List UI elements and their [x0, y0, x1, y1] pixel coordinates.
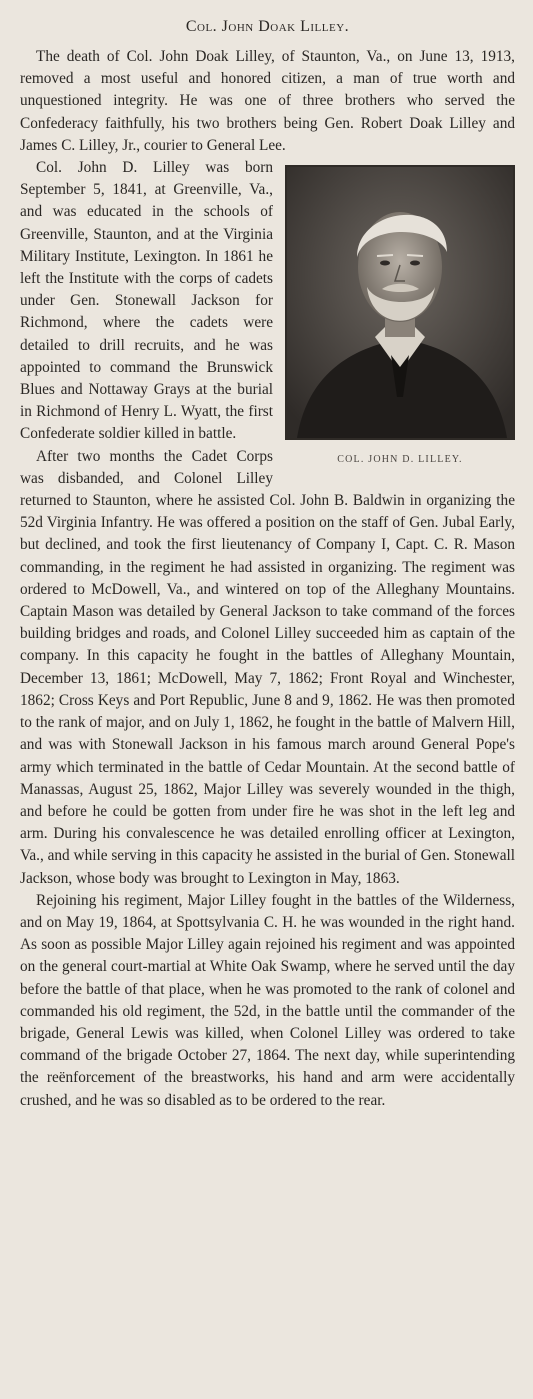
- paragraph-4: Rejoining his regiment, Major Lilley fought in the battles of the Wilderness, and on May 19, 1864, at Spottsylvania C. H. he was wounded in the right hand. As soon as possible Major Lilley again rejoined his regiment and was appointed on the general court-martial at White Oak Swamp, where he served until the day before the battle of that place, when he was promoted to the rank of colonel and commanded his old regiment, the 52d, in the battle until the commander of the brigade, General Lewis was killed, when Colonel Lilley was ordered to take command of the brigade October 27, 1864. The next day, while superintending the reënforcement of the breastworks, his hand and arm were accidentally crushed, and he was so disabled as to be ordered to the rear.: [20, 891, 515, 1109]
- paragraph-2: Col. John D. Lilley was born September 5, 1841, at Greenville, Va., and was educated in the schools of Greenville, Staunton, and at the Virginia Military Institute, Lexington. In 1861 he left the Institute with the corps of cadets under Gen. Stonewall Jackson for Richmond, where the cadets were detailed to drill recruits, and he was appointed to command the Brunswick Blues and Nottaway Grays at the burial in Richmond of Henry L. Wyatt, the first Confederate soldier killed in battle.: [20, 159, 273, 443]
- portrait-caption: COL. JOHN D. LILLEY.: [337, 454, 463, 466]
- portrait-figure: [285, 165, 515, 465]
- article-body: [20, 46, 515, 1112]
- paragraph-3: After two months the Cadet Corps was disbanded, and Colonel Lilley returned to Staunton, where he assisted Col. John B. Baldwin in organizing the 52d Virginia Infantry. He was offered a position on the staff of Gen. Jubal Early, but declined, and took the first lieutenancy of Company I, Capt. C. R. Mason commanding, in the regiment he had assisted in organizing. The regiment was ordered to McDowell, Va., and wintered on top of the Alleghany Mountains. Captain Mason was detailed by General Jackson to take command of the forces building bridges and roads, and Colonel Lilley succeeded him as captain of the company. In this capacity he fought in the battles of Alleghany Mountain, December 13, 1861; McDowell, May 7, 1862; Front Royal and Winchester, 1862; Cross Keys and Port Republic, June 8 and 9, 1862. He was then promoted to the rank of major, and on July 1, 1862, he fought in the battle of Malvern Hill, and was with Stonewall Jackson in his famous march around General Pope's army which terminated in the battle of Cedar Mountain. At the second battle of Manassas, August 25, 1862, Major Lilley was severely wounded in the thigh, and before he could be gotten from under fire he was shot in the left leg and arm. During his convalescence he was detailed enrolling officer at Lexington, Va., and while serving in this capacity he assisted in the burial of Gen. Stonewall Jackson, whose body was brought to Lexington in May, 1863.: [20, 447, 515, 887]
- portrait-image: [287, 167, 513, 438]
- paragraph-1: The death of Col. John Doak Lilley, of Staunton, Va., on June 13, 1913, removed a most useful and honored citizen, a man of true worth and unquestioned integrity. He was one of three brothers who served the Confederacy faithfully, his two brothers being Gen. Robert Doak Lilley and James C. Lilley, Jr., courier to General Lee.: [20, 48, 515, 154]
- portrait-photo: [285, 165, 515, 440]
- article-title: Col. John Doak Lilley.: [185, 18, 350, 35]
